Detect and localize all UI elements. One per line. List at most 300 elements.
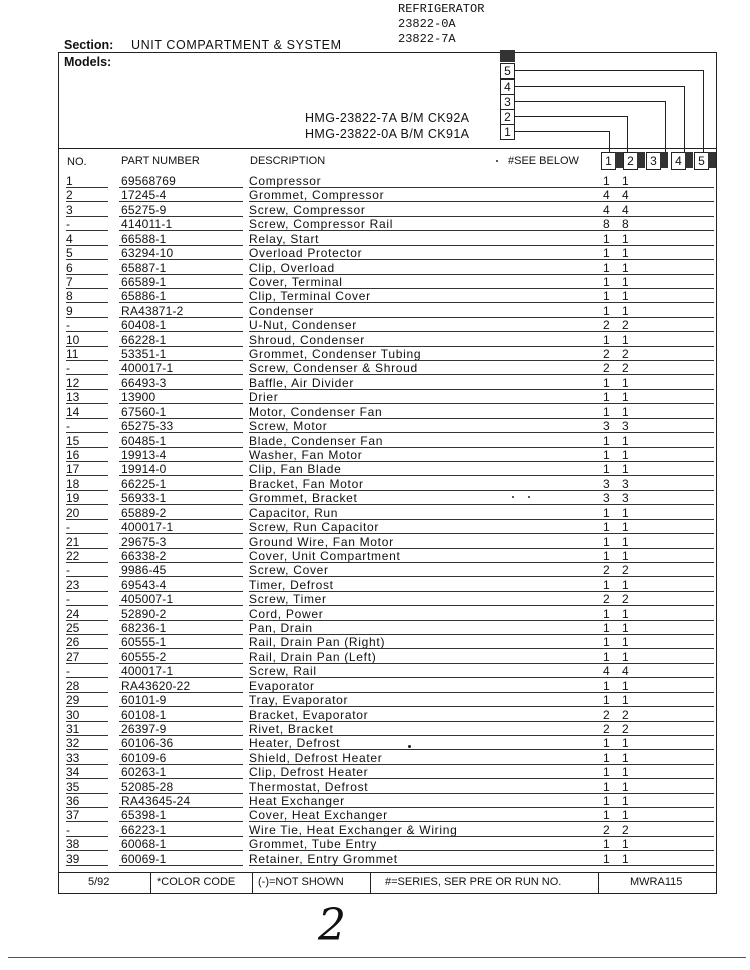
part-number: 56933-1 (121, 491, 167, 506)
table-row (0, 520, 750, 534)
part-no: 26 (66, 635, 106, 649)
part-no: - (66, 592, 106, 606)
quantity-model-1: 1 (603, 433, 610, 448)
quantity-model-2: 1 (622, 606, 629, 621)
table-row (0, 405, 750, 419)
table-row (0, 635, 750, 649)
quantity-model-1: 1 (603, 649, 610, 664)
column-mark-1 (615, 152, 623, 168)
table-row (0, 203, 750, 217)
quantity-model-1: 1 (603, 246, 610, 261)
quantity-model-2: 1 (622, 433, 629, 448)
table-row (0, 592, 750, 606)
part-description: Grommet, Compressor (249, 188, 385, 203)
part-number: 414011-1 (121, 217, 173, 232)
table-row (0, 376, 750, 390)
quantity-model-1: 4 (603, 188, 610, 203)
part-number: 60106-36 (121, 736, 174, 751)
part-description: Screw, Motor (249, 419, 328, 434)
column-mark-4 (685, 152, 693, 168)
quantity-model-1: 1 (603, 289, 610, 304)
quantity-model-2: 1 (622, 303, 629, 318)
footer-doc-code: MWRA115 (630, 876, 683, 888)
quantity-model-2: 1 (622, 447, 629, 462)
table-row (0, 434, 750, 448)
part-number: 65275-9 (121, 202, 167, 217)
part-number: 67560-1 (121, 404, 167, 419)
model-box-5: 5 (500, 63, 515, 79)
part-no: 31 (66, 722, 106, 736)
table-row (0, 780, 750, 794)
quantity-model-2: 1 (622, 837, 629, 852)
part-no: 27 (66, 650, 106, 664)
part-description: Bracket, Fan Motor (249, 476, 364, 491)
quantity-model-1: 1 (603, 303, 610, 318)
quantity-model-1: 1 (603, 678, 610, 693)
part-description: Clip, Overload (249, 260, 335, 275)
part-number: 66223-1 (121, 822, 167, 837)
part-no: 2 (66, 188, 106, 202)
part-no: - (66, 361, 106, 375)
part-no: - (66, 823, 106, 837)
part-no: 8 (66, 289, 106, 303)
table-row (0, 794, 750, 808)
scan-speck (512, 496, 514, 498)
part-description: Screw, Compressor Rail (249, 217, 394, 232)
quantity-model-2: 1 (622, 505, 629, 520)
quantity-model-2: 2 (622, 347, 629, 362)
part-number: 52890-2 (121, 606, 167, 621)
part-no: 32 (66, 736, 106, 750)
table-row (0, 289, 750, 303)
quantity-model-2: 1 (622, 390, 629, 405)
quantity-model-2: 1 (622, 246, 629, 261)
quantity-model-1: 3 (603, 491, 610, 506)
quantity-model-1: 1 (603, 837, 610, 852)
part-description: Overload Protector (249, 246, 363, 261)
quantity-model-2: 1 (622, 649, 629, 664)
quantity-model-1: 1 (603, 808, 610, 823)
part-no: 22 (66, 549, 106, 563)
part-description: Ground Wire, Fan Motor (249, 534, 394, 549)
quantity-model-1: 1 (603, 462, 610, 477)
part-number: 63294-10 (121, 246, 174, 261)
table-row (0, 333, 750, 347)
quantity-model-1: 1 (603, 548, 610, 563)
quantity-model-1: 3 (603, 476, 610, 491)
model-code-1: 23822-0A (398, 17, 456, 31)
scan-speck (528, 496, 530, 498)
quantity-model-1: 2 (603, 707, 610, 722)
part-description: Rail, Drain Pan (Left) (249, 649, 377, 664)
part-description: Relay, Start (249, 231, 320, 246)
quantity-model-1: 1 (603, 332, 610, 347)
part-no: 37 (66, 808, 106, 822)
part-number: 60485-1 (121, 433, 167, 448)
quantity-model-1: 2 (603, 361, 610, 376)
model-box-2: 2 (500, 109, 515, 125)
quantity-model-2: 1 (622, 260, 629, 275)
part-number: 66493-3 (121, 375, 167, 390)
part-number: 65889-2 (121, 505, 167, 520)
quantity-model-2: 2 (622, 361, 629, 376)
quantity-model-1: 1 (603, 534, 610, 549)
part-number: 19913-4 (121, 447, 167, 462)
model-box-1: 1 (500, 124, 515, 140)
part-number: 26397-9 (121, 721, 167, 736)
table-row (0, 535, 750, 549)
part-number: 60069-1 (121, 851, 167, 866)
quantity-model-1: 1 (603, 693, 610, 708)
part-description: Motor, Condenser Fan (249, 404, 383, 419)
quantity-model-1: 1 (603, 404, 610, 419)
quantity-model-1: 1 (603, 635, 610, 650)
part-description: Cover, Heat Exchanger (249, 808, 388, 823)
part-number: 66225-1 (121, 476, 167, 491)
table-row (0, 549, 750, 563)
part-number: 66588-1 (121, 231, 167, 246)
part-no: - (66, 664, 106, 678)
part-description: Clip, Fan Blade (249, 462, 342, 477)
table-row (0, 347, 750, 361)
part-no: 24 (66, 607, 106, 621)
part-number: 65887-1 (121, 260, 167, 275)
part-description: Screw, Run Capacitor (249, 520, 380, 535)
part-no: 3 (66, 203, 106, 217)
column-model-3: 3 (646, 152, 661, 170)
quantity-model-2: 1 (622, 851, 629, 866)
table-row (0, 563, 750, 577)
part-no: - (66, 563, 106, 577)
part-description: Screw, Rail (249, 664, 317, 679)
model-box-mark (500, 50, 515, 62)
quantity-model-1: 1 (603, 260, 610, 275)
table-row (0, 246, 750, 260)
table-row (0, 708, 750, 722)
quantity-model-1: 1 (603, 577, 610, 592)
part-no: 6 (66, 261, 106, 275)
section-value: UNIT COMPARTMENT & SYSTEM (131, 38, 342, 52)
quantity-model-2: 1 (622, 231, 629, 246)
part-description: Evaporator (249, 678, 315, 693)
part-description: Cover, Unit Compartment (249, 548, 401, 563)
footer-divider-4 (598, 872, 599, 894)
part-no: 23 (66, 578, 106, 592)
document-header (398, 2, 484, 47)
quantity-model-1: 2 (603, 592, 610, 607)
column-model-2: 2 (623, 152, 638, 170)
part-description: Capacitor, Run (249, 505, 339, 520)
quantity-model-1: 1 (603, 606, 610, 621)
table-row (0, 275, 750, 289)
column-mark-5 (708, 152, 716, 168)
quantity-model-2: 3 (622, 419, 629, 434)
part-no: 28 (66, 679, 106, 693)
table-row (0, 361, 750, 375)
part-number: 65275-33 (121, 419, 174, 434)
quantity-model-2: 1 (622, 635, 629, 650)
part-description: Cord, Power (249, 606, 324, 621)
table-row (0, 477, 750, 491)
quantity-model-2: 2 (622, 721, 629, 736)
table-row (0, 578, 750, 592)
document-title: REFRIGERATOR (398, 2, 485, 16)
table-row (0, 679, 750, 693)
model-box-4: 4 (500, 79, 515, 95)
quantity-model-2: 1 (622, 375, 629, 390)
part-description: Compressor (249, 174, 322, 188)
part-description: Heater, Defrost (249, 736, 341, 751)
part-no: 20 (66, 506, 106, 520)
quantity-model-2: 1 (622, 404, 629, 419)
part-number: 66228-1 (121, 332, 167, 347)
part-description: Rail, Drain Pan (Right) (249, 635, 386, 650)
quantity-model-2: 3 (622, 491, 629, 506)
part-no: 39 (66, 852, 106, 866)
quantity-model-1: 1 (603, 779, 610, 794)
table-row (0, 607, 750, 621)
quantity-model-1: 4 (603, 202, 610, 217)
quantity-model-2: 1 (622, 779, 629, 794)
part-no: 18 (66, 477, 106, 491)
footer-divider-2 (252, 872, 253, 894)
quantity-model-2: 2 (622, 563, 629, 578)
quantity-model-2: 1 (622, 274, 629, 289)
part-no: 14 (66, 405, 106, 419)
quantity-model-1: 8 (603, 217, 610, 232)
column-model-4: 4 (671, 152, 686, 170)
part-no: 16 (66, 448, 106, 462)
part-number: 17245-4 (121, 188, 167, 203)
part-description: Shield, Defrost Heater (249, 750, 383, 765)
part-description: Grommet, Tube Entry (249, 837, 378, 852)
part-number: 69543-4 (121, 577, 167, 592)
table-row (0, 664, 750, 678)
part-number: 400017-1 (121, 361, 174, 376)
part-number: 60101-9 (121, 693, 167, 708)
part-number: 65886-1 (121, 289, 167, 304)
table-row (0, 823, 750, 837)
quantity-model-2: 4 (622, 202, 629, 217)
part-no: - (66, 520, 106, 534)
part-number: 68236-1 (121, 621, 167, 636)
scan-speck (408, 745, 411, 748)
part-description: Screw, Timer (249, 592, 327, 607)
part-number: 405007-1 (121, 592, 174, 607)
quantity-model-2: 4 (622, 664, 629, 679)
section-label: Section: (64, 38, 114, 52)
models-label: Models: (64, 55, 112, 69)
column-see-below: #SEE BELOW (508, 155, 579, 167)
table-row (0, 188, 750, 202)
column-mark-3 (660, 152, 668, 168)
quantity-model-2: 1 (622, 534, 629, 549)
part-description: Grommet, Condenser Tubing (249, 347, 422, 362)
part-number: 60555-1 (121, 635, 167, 650)
quantity-model-2: 1 (622, 174, 629, 188)
quantity-model-2: 1 (622, 794, 629, 809)
quantity-model-2: 1 (622, 621, 629, 636)
quantity-model-1: 1 (603, 447, 610, 462)
quantity-model-1: 2 (603, 822, 610, 837)
quantity-model-2: 2 (622, 592, 629, 607)
part-number: 53351-1 (121, 347, 167, 362)
part-no: 9 (66, 304, 106, 318)
part-description: Clip, Terminal Cover (249, 289, 371, 304)
part-description: Retainer, Entry Grommet (249, 851, 398, 866)
quantity-model-2: 1 (622, 765, 629, 780)
quantity-model-1: 1 (603, 390, 610, 405)
table-row (0, 318, 750, 332)
quantity-model-1: 1 (603, 375, 610, 390)
part-no: 10 (66, 333, 106, 347)
part-no: 33 (66, 751, 106, 765)
footer-divider-3 (370, 872, 371, 894)
quantity-model-1: 1 (603, 621, 610, 636)
quantity-model-1: 1 (603, 505, 610, 520)
quantity-model-1: 1 (603, 520, 610, 535)
models-divider (58, 148, 717, 149)
table-row (0, 448, 750, 462)
table-row (0, 419, 750, 433)
part-number: 66589-1 (121, 274, 167, 289)
part-number: 19914-0 (121, 462, 167, 477)
footer-not-shown: (-)=NOT SHOWN (258, 876, 344, 888)
table-row (0, 217, 750, 231)
part-no: - (66, 419, 106, 433)
part-number: 69568769 (121, 174, 176, 188)
quantity-model-2: 3 (622, 476, 629, 491)
table-row (0, 751, 750, 765)
part-no: 36 (66, 794, 106, 808)
part-description: Bracket, Evaporator (249, 707, 369, 722)
table-row (0, 491, 750, 505)
quantity-model-2: 2 (622, 318, 629, 333)
part-number: 400017-1 (121, 664, 174, 679)
footer-color-code: *COLOR CODE (157, 876, 236, 888)
quantity-model-1: 3 (603, 419, 610, 434)
part-no: 30 (66, 708, 106, 722)
part-description: Condenser (249, 303, 315, 318)
part-description: U-Nut, Condenser (249, 318, 357, 333)
table-row (0, 722, 750, 736)
part-no: 5 (66, 246, 106, 260)
part-description: Washer, Fan Motor (249, 447, 363, 462)
bottom-rule (8, 957, 746, 958)
quantity-model-2: 8 (622, 217, 629, 232)
part-description: Pan, Drain (249, 621, 313, 636)
part-number: 9986-45 (121, 563, 167, 578)
table-row (0, 261, 750, 275)
quantity-model-1: 1 (603, 750, 610, 765)
part-description: Cover, Terminal (249, 274, 343, 289)
part-description: Thermostat, Defrost (249, 779, 369, 794)
footer-divider (58, 872, 717, 873)
part-number: 60408-1 (121, 318, 167, 333)
table-row (0, 852, 750, 866)
part-no: 15 (66, 434, 106, 448)
connector-1 (515, 131, 610, 153)
quantity-model-2: 1 (622, 548, 629, 563)
part-description: Screw, Cover (249, 563, 329, 578)
quantity-model-2: 1 (622, 462, 629, 477)
part-no: 34 (66, 765, 106, 779)
part-description: Wire Tie, Heat Exchanger & Wiring (249, 822, 458, 837)
part-description: Grommet, Bracket (249, 491, 358, 506)
model-box-3: 3 (500, 94, 515, 110)
table-row (0, 765, 750, 779)
quantity-model-1: 1 (603, 174, 610, 188)
quantity-model-1: 1 (603, 794, 610, 809)
part-number: 13900 (121, 390, 156, 405)
part-description: Rivet, Bracket (249, 721, 334, 736)
part-number: RA43871-2 (121, 303, 184, 318)
part-description: Timer, Defrost (249, 577, 334, 592)
quantity-model-2: 1 (622, 750, 629, 765)
column-mark-2 (637, 152, 645, 168)
quantity-model-2: 1 (622, 808, 629, 823)
table-row (0, 837, 750, 851)
table-row (0, 621, 750, 635)
handwritten-page-number: 2 (318, 900, 346, 951)
table-row (0, 390, 750, 404)
quantity-model-2: 1 (622, 577, 629, 592)
quantity-model-1: 2 (603, 563, 610, 578)
model-code-2: 23822-7A (398, 32, 456, 46)
table-row (0, 304, 750, 318)
column-model-5: 5 (694, 152, 709, 170)
part-description: Tray, Evaporator (249, 693, 349, 708)
quantity-model-2: 4 (622, 188, 629, 203)
part-no: 29 (66, 693, 106, 707)
part-number: 60263-1 (121, 765, 167, 780)
column-model-1: 1 (601, 152, 616, 170)
footer-series: #=SERIES, SER PRE OR RUN NO. (385, 876, 562, 888)
quantity-model-2: 2 (622, 822, 629, 837)
quantity-model-2: 1 (622, 332, 629, 347)
quantity-model-2: 1 (622, 736, 629, 751)
part-number: 52085-28 (121, 779, 174, 794)
part-no: 17 (66, 462, 106, 476)
column-description: DESCRIPTION (250, 155, 326, 167)
table-row (0, 232, 750, 246)
part-number: 400017-1 (121, 520, 174, 535)
part-number: 66338-2 (121, 548, 167, 563)
part-no: - (66, 217, 106, 231)
quantity-model-1: 1 (603, 274, 610, 289)
table-row (0, 693, 750, 707)
part-no: 38 (66, 837, 106, 851)
part-number: RA43645-24 (121, 794, 191, 809)
part-number: RA43620-22 (121, 678, 191, 693)
part-number: 60555-2 (121, 649, 167, 664)
quantity-model-2: 2 (622, 707, 629, 722)
part-no: - (66, 318, 106, 332)
part-no: 11 (66, 347, 106, 361)
part-description: Drier (249, 390, 279, 405)
part-number: 60108-1 (121, 707, 167, 722)
quantity-model-1: 1 (603, 736, 610, 751)
part-no: 25 (66, 621, 106, 635)
part-number: 60109-6 (121, 750, 167, 765)
footer-divider-1 (150, 872, 151, 894)
part-no: 4 (66, 232, 106, 246)
part-description: Shroud, Condenser (249, 332, 365, 347)
table-row (0, 462, 750, 476)
table-row (0, 506, 750, 520)
part-no: 13 (66, 390, 106, 404)
quantity-model-1: 1 (603, 851, 610, 866)
